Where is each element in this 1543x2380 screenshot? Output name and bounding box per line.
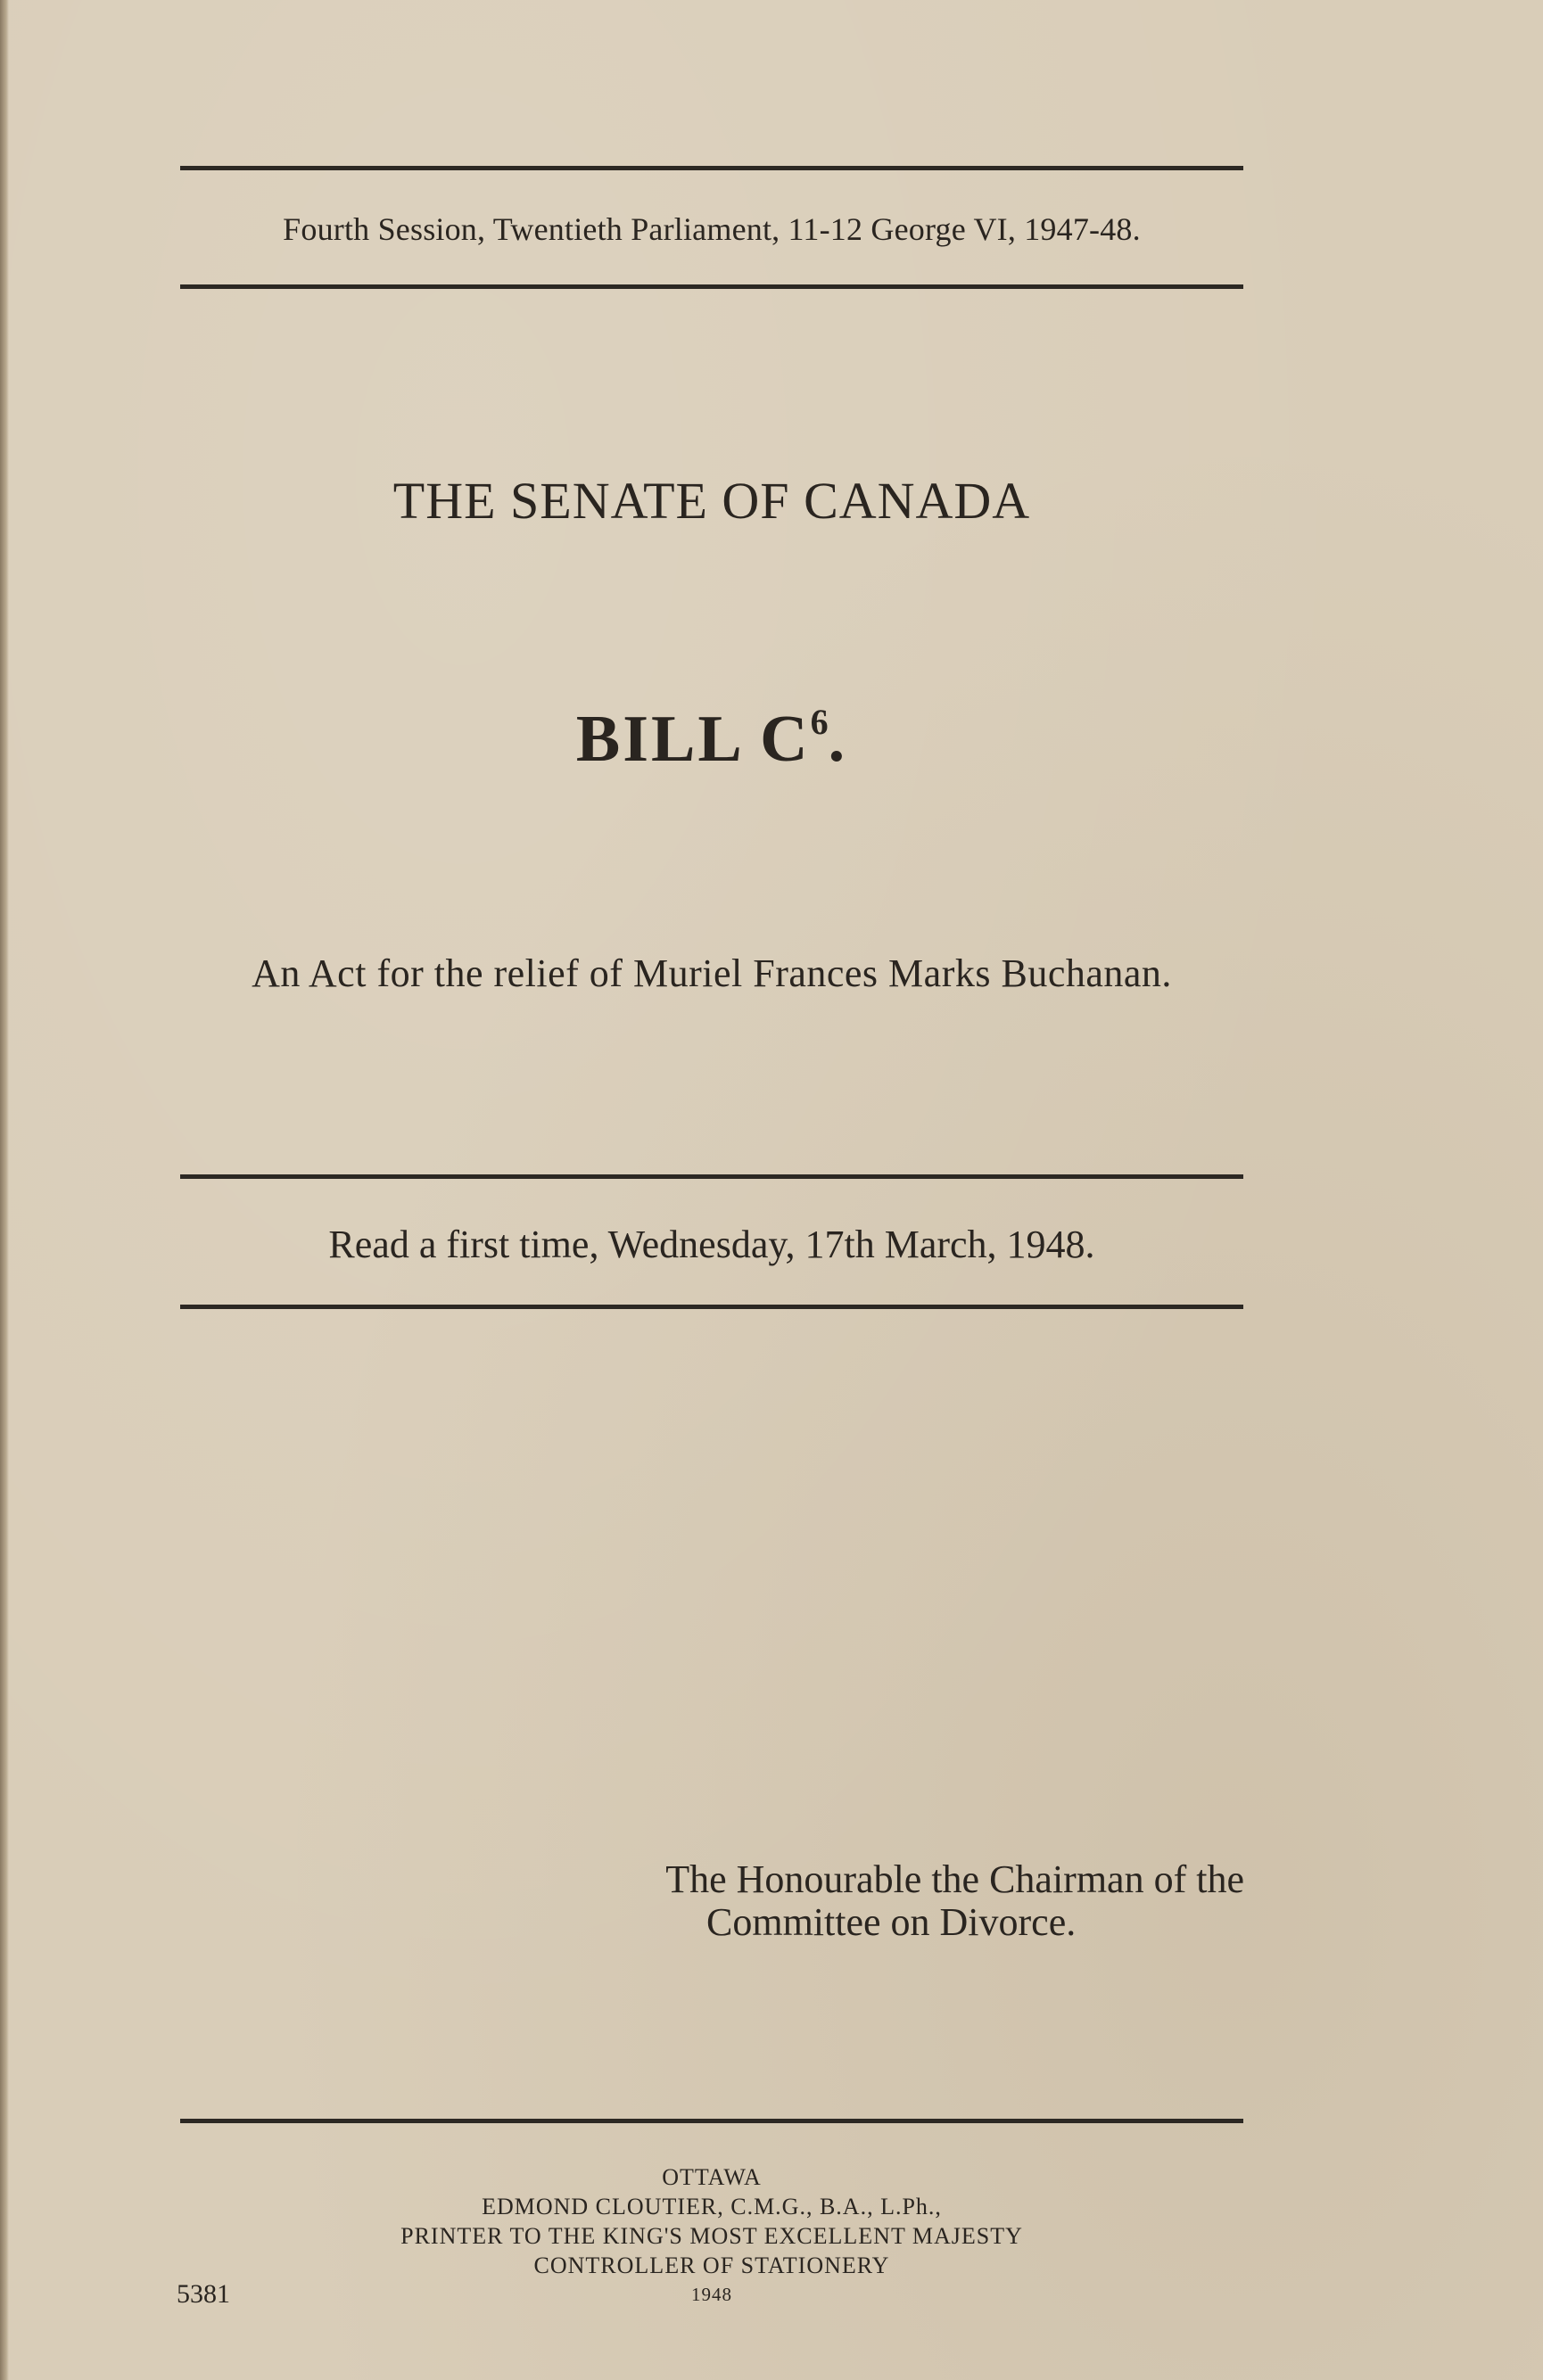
session-line: Fourth Session, Twentieth Parliament, 11-12 George VI, 1947-48. <box>283 211 1141 247</box>
imprint-city: OTTAWA <box>662 2164 762 2190</box>
sponsor-block <box>499 1858 1244 1944</box>
session-rule <box>180 284 1243 289</box>
chamber-heading: THE SENATE OF CANADA <box>392 472 1031 530</box>
bill-suffix: . <box>828 703 848 776</box>
document-code: 5381 <box>177 2279 230 2309</box>
sponsor-line-2: Committee on Divorce. <box>706 1900 1077 1944</box>
bill-number <box>180 701 1243 778</box>
imprint-year: 1948 <box>691 2284 732 2305</box>
sponsor-line-1: The Honourable the Chairman of the <box>665 1857 1244 1901</box>
bill-superscript: 6 <box>810 702 829 742</box>
bill-label: BILL C <box>575 703 811 776</box>
act-description: An Act for the relief of Muriel Frances Marks Buchanan. <box>252 951 1172 995</box>
first-reading-line: Read a first time, Wednesday, 17th March, 1948. <box>328 1223 1095 1266</box>
imprint-rule <box>180 2119 1243 2123</box>
imprint-title-1: PRINTER TO THE KING'S MOST EXCELLENT MAJESTY <box>400 2223 1023 2249</box>
printer-imprint <box>180 2162 1243 2310</box>
imprint-printer: EDMOND CLOUTIER, C.M.G., B.A., L.Ph., <box>482 2194 942 2219</box>
imprint-title-2: CONTROLLER OF STATIONERY <box>533 2252 890 2278</box>
reading-rule-top <box>180 1174 1243 1179</box>
reading-rule-bottom <box>180 1305 1243 1309</box>
top-rule <box>180 166 1243 170</box>
